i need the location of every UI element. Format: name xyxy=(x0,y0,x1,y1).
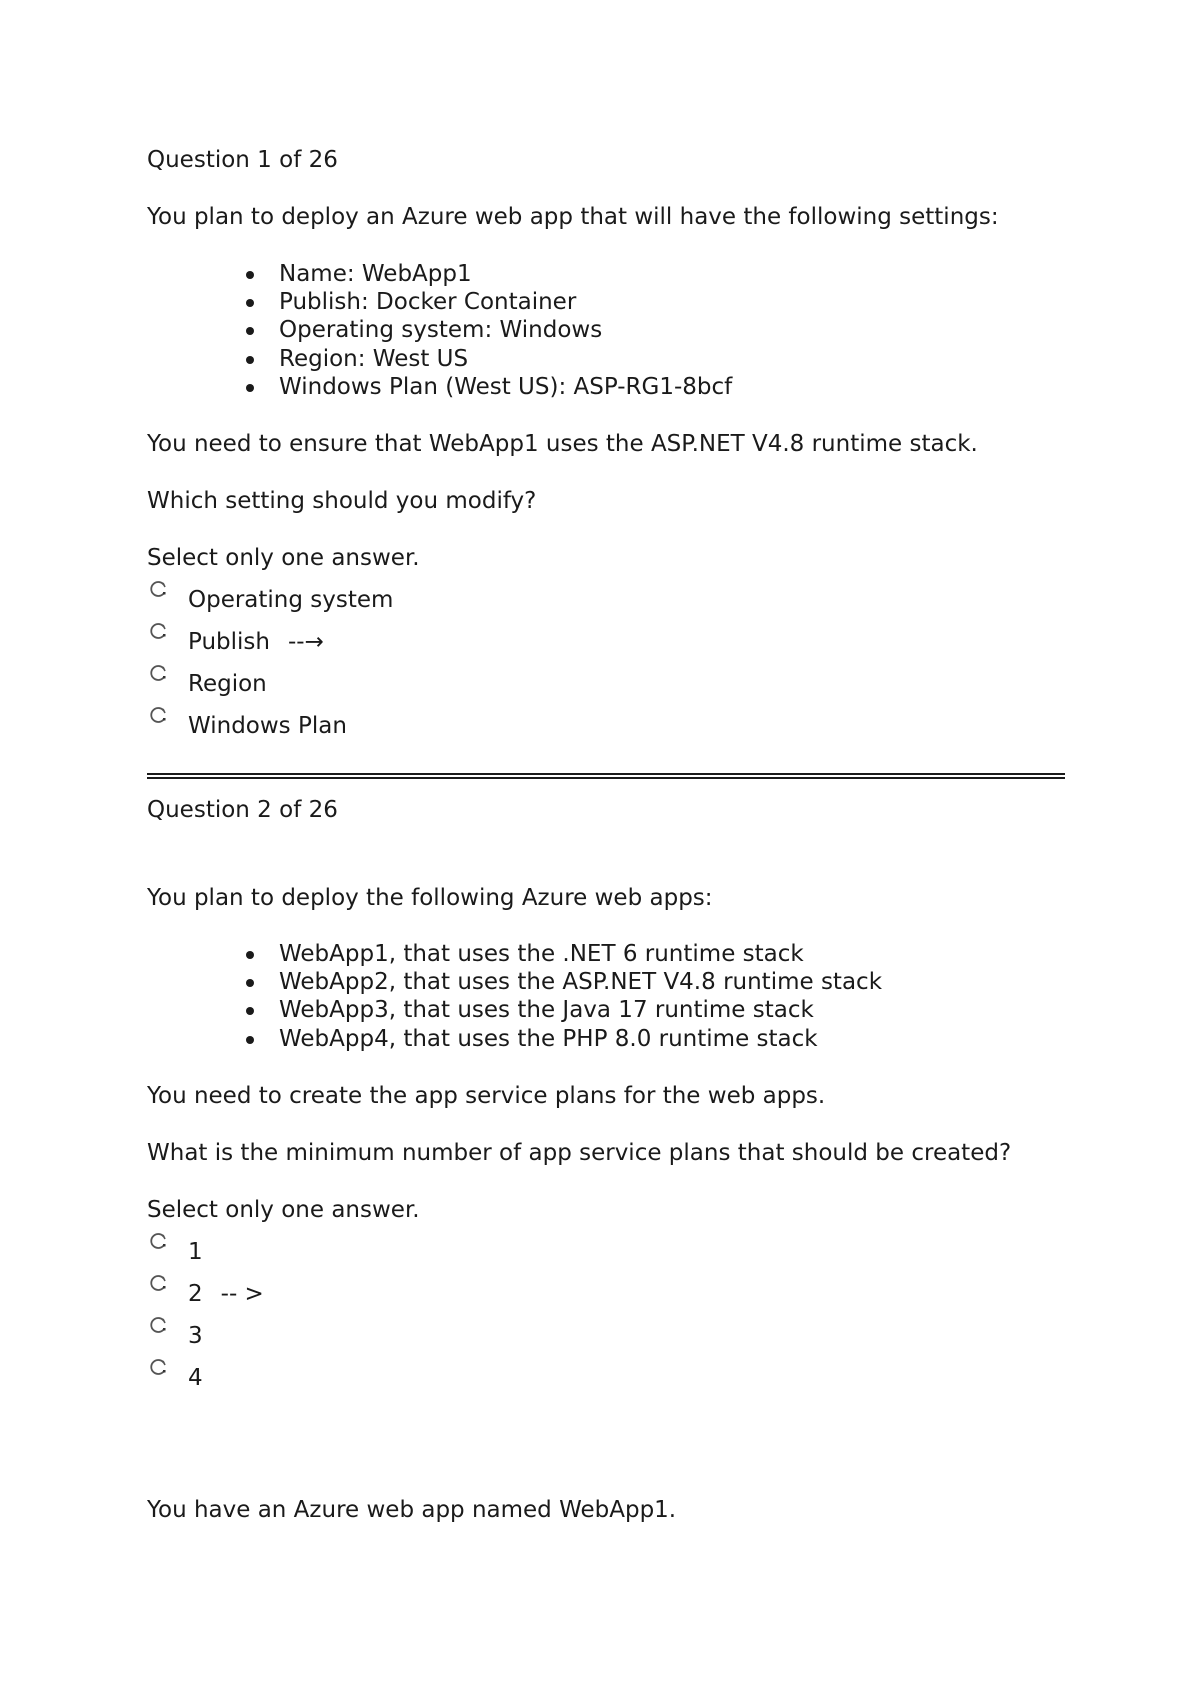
radio-button-icon[interactable] xyxy=(148,1357,168,1377)
bullet-icon xyxy=(246,1007,254,1015)
bullet-icon xyxy=(246,979,254,987)
section-divider xyxy=(147,773,1065,779)
radio-button-icon[interactable] xyxy=(148,579,168,599)
next-question-text: You have an Azure web app named WebApp1. xyxy=(147,1497,677,1523)
question-2-requirement: You need to create the app service plans for the web apps. xyxy=(147,1083,826,1109)
answer-marker: --→ xyxy=(287,629,324,655)
bullet-icon xyxy=(246,356,254,364)
radio-button-icon[interactable] xyxy=(148,1315,168,1335)
bullet-icon xyxy=(246,384,254,392)
question-1-settings-list xyxy=(147,260,732,401)
question-1-intro: You plan to deploy an Azure web app that will have the following settings: xyxy=(147,204,999,230)
question-2-prompt: What is the minimum number of app service plans that should be created? xyxy=(147,1140,1012,1166)
question-1-requirement: You need to ensure that WebApp1 uses the ASP.NET V4.8 runtime stack. xyxy=(147,431,978,457)
question-1-instruction: Select only one answer. xyxy=(147,545,420,571)
document-page: Question 1 of 26 You plan to deploy an Azure web app that will have the following settings: Name: WebApp1 Publish: Docker Container Operating system: Windows Region: West US Windows Plan (West US): ASP-RG1-8bcf You need to ensure that WebApp1 uses the ASP.NET V4.8 runtime stack. Which setting should you modify? Select only one answer. Operating system Publish --→ Region Windows Plan Question 2 of 26 You plan to deploy the following Azure web apps: WebApp1, that uses the .NET 6 runtime stack WebApp2, that uses the ASP.NET V4.8 runtime stack WebApp3, that uses the Java 17 runtime stack WebApp4, that uses the PHP 8.0 runtime stack You need to create the app service plans for the web apps. What is the minimum number of app service plans that should be created? Select only one answer. 1 2 -- > 3 4 You have an Azure web app named WebApp1. xyxy=(0,0,1200,1698)
bullet-icon xyxy=(246,327,254,335)
list-item: WebApp2, that uses the ASP.NET V4.8 runtime stack xyxy=(147,968,882,996)
bullet-icon xyxy=(246,1036,254,1044)
list-item: Name: WebApp1 xyxy=(147,260,732,288)
radio-button-icon[interactable] xyxy=(148,663,168,683)
question-1-heading: Question 1 of 26 xyxy=(147,147,338,173)
list-item: WebApp4, that uses the PHP 8.0 runtime stack xyxy=(147,1025,882,1053)
list-item: WebApp1, that uses the .NET 6 runtime stack xyxy=(147,940,882,968)
bullet-icon xyxy=(246,271,254,279)
radio-button-icon[interactable] xyxy=(148,1273,168,1293)
question-2-intro: You plan to deploy the following Azure web apps: xyxy=(147,885,713,911)
list-item: Publish: Docker Container xyxy=(147,288,732,316)
radio-button-icon[interactable] xyxy=(148,621,168,641)
radio-button-icon[interactable] xyxy=(148,705,168,725)
list-item: WebApp3, that uses the Java 17 runtime stack xyxy=(147,996,882,1024)
bullet-icon xyxy=(246,951,254,959)
list-item: Windows Plan (West US): ASP-RG1-8bcf xyxy=(147,373,732,401)
question-1-prompt: Which setting should you modify? xyxy=(147,488,537,514)
question-2-instruction: Select only one answer. xyxy=(147,1197,420,1223)
question-2-apps-list xyxy=(147,940,882,1053)
list-item: Operating system: Windows xyxy=(147,316,732,344)
list-item: Region: West US xyxy=(147,345,732,373)
answer-marker: -- > xyxy=(220,1281,264,1307)
radio-button-icon[interactable] xyxy=(148,1231,168,1251)
question-2-heading: Question 2 of 26 xyxy=(147,797,338,823)
bullet-icon xyxy=(246,299,254,307)
